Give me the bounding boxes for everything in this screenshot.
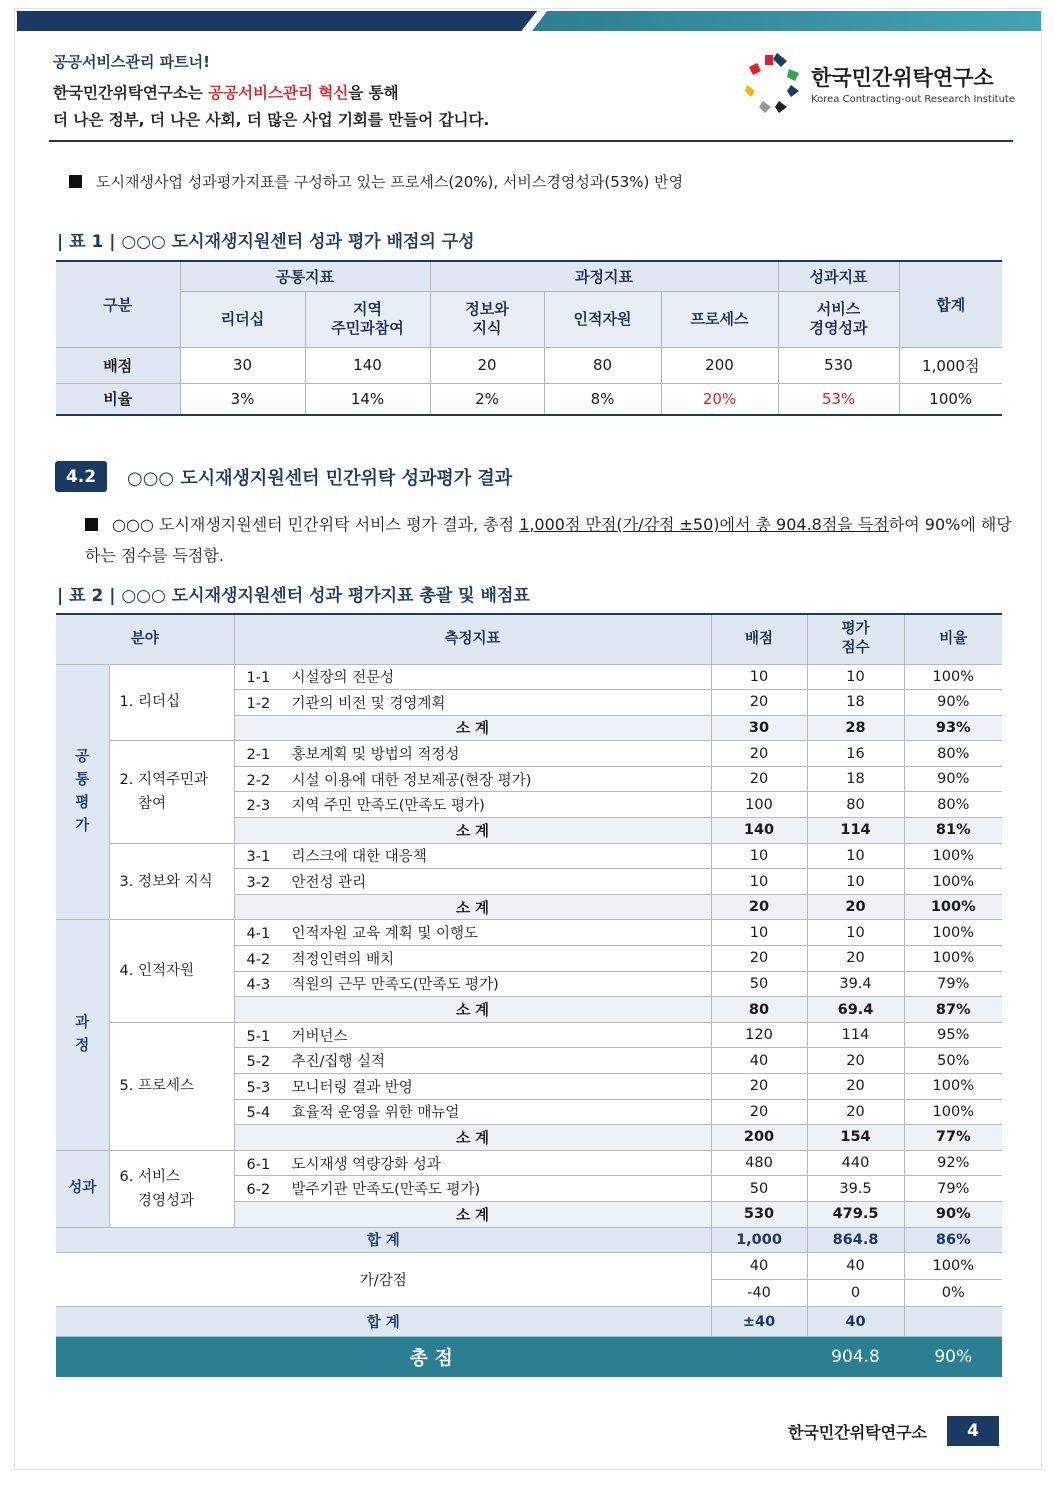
table-row: 5. 프로세스 5-1 거버넌스 120 114 95% bbox=[56, 1022, 1002, 1048]
table2 bbox=[56, 613, 1002, 1377]
add-row: 가/감점 40 40 100% bbox=[56, 1253, 1002, 1280]
t2-header-eval: 평가 점수 bbox=[807, 614, 904, 664]
final-eval: 904.8 bbox=[807, 1337, 904, 1377]
t2-header-area: 분야 bbox=[56, 614, 234, 664]
final-score-row bbox=[56, 1337, 1002, 1377]
area-community: 2. 지역주민과 참여 bbox=[109, 741, 234, 843]
t1-col-process: 프로세스 bbox=[661, 291, 778, 347]
t1-col-service: 서비스 경영성과 bbox=[778, 291, 899, 347]
logo-english: Korea Contracting-out Research Institute bbox=[811, 93, 1015, 105]
table-row: 3. 정보와 지식 3-1 리스크에 대한 대응책 10 10 100% bbox=[56, 843, 1002, 869]
t1-col-leadership: 리더십 bbox=[180, 291, 305, 347]
group-process: 과 정 bbox=[56, 920, 109, 1150]
t1-col-info: 정보와 지식 bbox=[430, 291, 544, 347]
t1-header-total: 합계 bbox=[899, 261, 1002, 347]
subtotal-row: 소 계 80 69.4 87% bbox=[56, 997, 1002, 1023]
t1-row-score: 배점 30 140 20 80 200 530 1,000점 bbox=[56, 347, 1002, 383]
area-info: 3. 정보와 지식 bbox=[109, 843, 234, 920]
top-decor-bar bbox=[17, 11, 1041, 31]
table-row: 2. 지역주민과 참여 2-1 홍보계획 및 방법의 적정성 20 16 80% bbox=[56, 741, 1002, 767]
total-row-2: 합 계 ±40 40 bbox=[56, 1307, 1002, 1337]
table-row: 공 통 평 가 1. 리더십 1-1 시설장의 전문성 10 10 100% bbox=[56, 664, 1002, 690]
header-block bbox=[53, 51, 489, 134]
footer bbox=[788, 1416, 999, 1446]
section-paragraph: ○○○ 도시재생지원센터 민간위탁 서비스 평가 결과, 총점 1,000점 만점(가/감점 ±50)에서 총 904.8점을 득점하여 90%에 해당하는 점수를 득점함. bbox=[85, 515, 1012, 565]
square-bullet-icon bbox=[69, 175, 82, 188]
total-row: 합 계 1,000 864.8 86% bbox=[56, 1227, 1002, 1253]
final-ratio: 90% bbox=[904, 1337, 1002, 1377]
table-row: 2-2 시설 이용에 대한 정보제공(현장 평가) 20 18 90% bbox=[56, 766, 1002, 792]
t2-header-indicator: 측정지표 bbox=[234, 614, 711, 664]
section-title: ○○○ 도시재생지원센터 민간위탁 성과평가 결과 bbox=[127, 467, 513, 489]
t1-row-ratio: 비율 3% 14% 2% 8% 20% 53% 100% bbox=[56, 383, 1002, 415]
subtotal-row: 소 계 20 20 100% bbox=[56, 894, 1002, 920]
bullet-1: 도시재생사업 성과평가지표를 구성하고 있는 프로세스(20%), 서비스경영성과(53%) 반영 bbox=[69, 171, 683, 192]
table1-caption: | 표 1 | ○○○ 도시재생지원센터 성과 평가 배점의 구성 bbox=[57, 232, 475, 252]
table-row: 과 정 4. 인적자원 4-1 인적자원 교육 계획 및 이행도 10 10 100% bbox=[56, 920, 1002, 946]
header-line1: 한국민간위탁연구소는 공공서비스관리 혁신을 통해 bbox=[53, 84, 399, 102]
sub-row: -40 0 0% bbox=[56, 1280, 1002, 1307]
table-row: 4-2 적정인력의 배치 20 20 100% bbox=[56, 946, 1002, 972]
header-divider bbox=[49, 140, 1013, 142]
t2-header-score: 배점 bbox=[711, 614, 807, 664]
t1-col-hr: 인적자원 bbox=[544, 291, 661, 347]
page-number: 4 bbox=[947, 1416, 999, 1446]
area-hr: 4. 인적자원 bbox=[109, 920, 234, 1022]
t2-header-ratio: 비율 bbox=[904, 614, 1002, 664]
subtotal-row: 소 계 30 28 93% bbox=[56, 715, 1002, 741]
t1-header-process: 과정지표 bbox=[430, 261, 778, 291]
table-row: 5-2 추진/집행 실적 40 20 50% bbox=[56, 1048, 1002, 1074]
table-row: 성과 6. 서비스 경영성과 6-1 도시재생 역량강화 성과 480 440 92% bbox=[56, 1150, 1002, 1176]
subtotal-row: 소 계 530 479.5 90% bbox=[56, 1201, 1002, 1227]
table-row: 1-2 기관의 비전 및 경영계획 20 18 90% bbox=[56, 690, 1002, 716]
t1-header-gubun: 구분 bbox=[56, 261, 180, 347]
subtotal-row: 소 계 140 114 81% bbox=[56, 818, 1002, 844]
table-row: 2-3 지역 주민 만족도(만족도 평가) 100 80 80% bbox=[56, 792, 1002, 818]
group-result: 성과 bbox=[56, 1150, 109, 1227]
table-row: 5-3 모니터링 결과 반영 20 20 100% bbox=[56, 1074, 1002, 1100]
t1-col-community: 지역 주민과참여 bbox=[305, 291, 430, 347]
table1 bbox=[56, 260, 1002, 416]
table-row: 3-2 안전성 관리 10 10 100% bbox=[56, 869, 1002, 895]
institute-logo-icon bbox=[743, 51, 801, 115]
area-leadership: 1. 리더십 bbox=[109, 664, 234, 741]
logo bbox=[743, 51, 1015, 115]
footer-name: 한국민간위탁연구소 bbox=[787, 1422, 927, 1442]
table2-caption: | 표 2 | ○○○ 도시재생지원센터 성과 평가지표 총괄 및 배점표 bbox=[57, 586, 530, 606]
t1-header-common: 공통지표 bbox=[180, 261, 430, 291]
addsub-label: 가/감점 bbox=[56, 1253, 711, 1307]
header-line2: 더 나은 정부, 더 나은 사회, 더 많은 사업 기회를 만들어 갑니다. bbox=[53, 111, 490, 129]
document-page bbox=[14, 8, 1042, 1470]
subtotal-row: 소 계 200 154 77% bbox=[56, 1125, 1002, 1151]
t1-header-result: 성과지표 bbox=[778, 261, 899, 291]
group-common: 공 통 평 가 bbox=[56, 664, 109, 920]
section-number: 4.2 bbox=[55, 461, 107, 492]
section-heading bbox=[55, 461, 512, 492]
area-process: 5. 프로세스 bbox=[109, 1022, 234, 1150]
logo-name: 한국민간위탁연구소 bbox=[811, 65, 994, 90]
area-service: 6. 서비스 경영성과 bbox=[109, 1150, 234, 1227]
table-row: 5-4 효율적 운영을 위한 매뉴얼 20 20 100% bbox=[56, 1099, 1002, 1125]
final-label: 총 점 bbox=[56, 1337, 807, 1377]
square-bullet-icon bbox=[85, 518, 98, 531]
table-row: 6-2 발주기관 만족도(만족도 평가) 50 39.5 79% bbox=[56, 1176, 1002, 1202]
table-row: 4-3 직원의 근무 만족도(만족도 평가) 50 39.4 79% bbox=[56, 971, 1002, 997]
header-partner: 공공서비스관리 파트너! bbox=[53, 53, 210, 71]
